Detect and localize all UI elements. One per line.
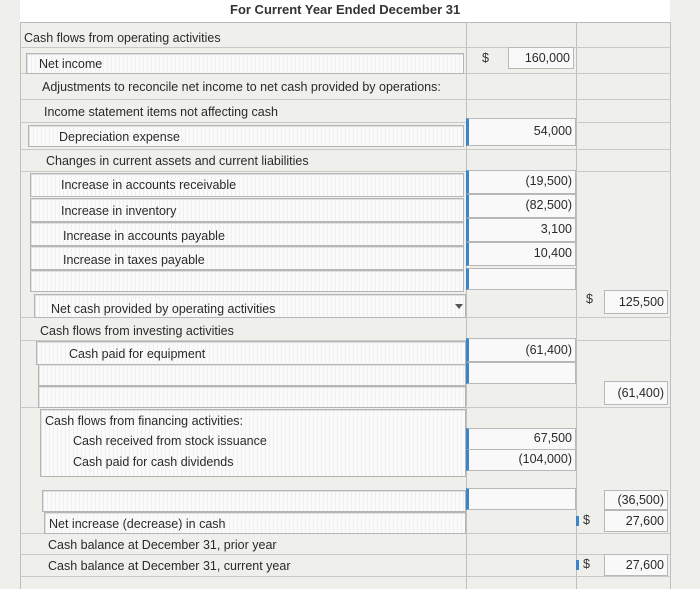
empty-amount-field[interactable]	[466, 268, 576, 290]
accounts-receivable-label-field[interactable]	[30, 173, 464, 197]
currency-symbol: $	[586, 292, 593, 306]
accounts-payable-amount-field[interactable]	[466, 218, 576, 242]
current-balance-amount: 27,600	[625, 558, 664, 572]
net-increase-amount-field[interactable]	[604, 510, 668, 532]
dividends-amount: (104,000)	[518, 452, 572, 466]
empty-financing-amount-field[interactable]	[466, 488, 576, 510]
changes-heading: Changes in current assets and current liabilities	[46, 154, 309, 168]
equipment-label-field[interactable]	[36, 341, 466, 365]
statement-title: For Current Year Ended December 31	[230, 2, 461, 17]
equipment-label: Cash paid for equipment	[69, 347, 206, 361]
accounts-receivable-amount: (19,500)	[525, 174, 572, 188]
net-operating-amount: 125,500	[618, 295, 664, 309]
investing-activities-heading: Cash flows from investing activities	[40, 324, 234, 338]
empty-label-field[interactable]	[30, 270, 464, 292]
net-operating-label: Net cash provided by operating activities	[51, 302, 276, 316]
net-income-label: Net income	[39, 57, 103, 71]
currency-symbol: $	[583, 513, 590, 527]
accounts-receivable-label: Increase in accounts receivable	[61, 178, 237, 192]
column-divider	[20, 22, 21, 589]
operating-activities-heading: Cash flows from operating activities	[24, 31, 221, 45]
depreciation-label: Depreciation expense	[59, 130, 180, 144]
financing-total-amount: (36,500)	[617, 493, 664, 507]
stock-issuance-amount: 67,500	[533, 431, 572, 445]
accounts-payable-amount: 3,100	[540, 222, 572, 236]
accounts-payable-label-field[interactable]	[30, 222, 464, 246]
investing-total-label-field[interactable]	[38, 386, 466, 408]
input-marker	[576, 560, 579, 570]
empty-investing-amount-field[interactable]	[466, 362, 576, 384]
net-income-amount-field[interactable]	[508, 47, 574, 69]
net-increase-amount: 27,600	[625, 514, 664, 528]
depreciation-amount: 54,000	[533, 124, 572, 138]
stock-issuance-label: Cash received from stock issuance	[73, 434, 267, 448]
financing-activities-heading: Cash flows from financing activities:	[45, 414, 243, 428]
dividends-amount-field[interactable]	[466, 449, 576, 471]
currency-symbol: $	[583, 557, 590, 571]
equipment-amount-field[interactable]	[466, 338, 576, 362]
column-divider	[670, 22, 671, 589]
inventory-amount-field[interactable]	[466, 194, 576, 218]
net-income-amount: 160,000	[524, 51, 570, 65]
investing-total-amount-field[interactable]	[604, 381, 668, 405]
taxes-payable-amount-field[interactable]	[466, 242, 576, 266]
inventory-amount: (82,500)	[525, 198, 572, 212]
accounts-receivable-amount-field[interactable]	[466, 170, 576, 194]
dividends-label: Cash paid for cash dividends	[73, 455, 234, 469]
stock-issuance-amount-field[interactable]	[466, 428, 576, 450]
row-divider	[20, 149, 670, 150]
depreciation-amount-field[interactable]	[466, 118, 576, 146]
net-operating-amount-field[interactable]	[604, 290, 668, 314]
column-divider	[576, 22, 577, 589]
net-operating-label-field[interactable]	[34, 294, 466, 318]
net-increase-label-field[interactable]	[44, 512, 466, 534]
empty-investing-label-field[interactable]	[38, 364, 466, 386]
statement-header	[20, 0, 670, 23]
chevron-down-icon[interactable]	[455, 304, 463, 309]
current-balance-label: Cash balance at December 31, current year	[48, 559, 291, 573]
adjustments-heading: Adjustments to reconcile net income to net cash provided by operations:	[42, 80, 441, 94]
currency-symbol: $	[482, 51, 489, 65]
empty-financing-label-field[interactable]	[42, 490, 466, 512]
taxes-payable-label: Increase in taxes payable	[63, 253, 205, 267]
depreciation-label-field[interactable]	[28, 125, 464, 147]
current-balance-amount-field[interactable]	[604, 554, 668, 576]
net-increase-label: Net increase (decrease) in cash	[49, 517, 226, 531]
prior-balance-label: Cash balance at December 31, prior year	[48, 538, 277, 552]
inventory-label: Increase in inventory	[61, 204, 177, 218]
row-divider	[20, 99, 670, 100]
net-income-label-field[interactable]	[26, 53, 464, 74]
input-marker	[576, 516, 579, 526]
equipment-amount: (61,400)	[525, 343, 572, 357]
financing-label-block[interactable]	[40, 409, 466, 477]
financing-total-amount-field[interactable]	[604, 490, 668, 510]
income-items-heading: Income statement items not affecting cash	[44, 105, 278, 119]
taxes-payable-amount: 10,400	[533, 246, 572, 260]
investing-total-amount: (61,400)	[617, 386, 664, 400]
accounts-payable-label: Increase in accounts payable	[63, 229, 225, 243]
row-divider	[20, 576, 670, 577]
inventory-label-field[interactable]	[30, 198, 464, 222]
row-divider	[20, 554, 670, 555]
taxes-payable-label-field[interactable]	[30, 246, 464, 270]
